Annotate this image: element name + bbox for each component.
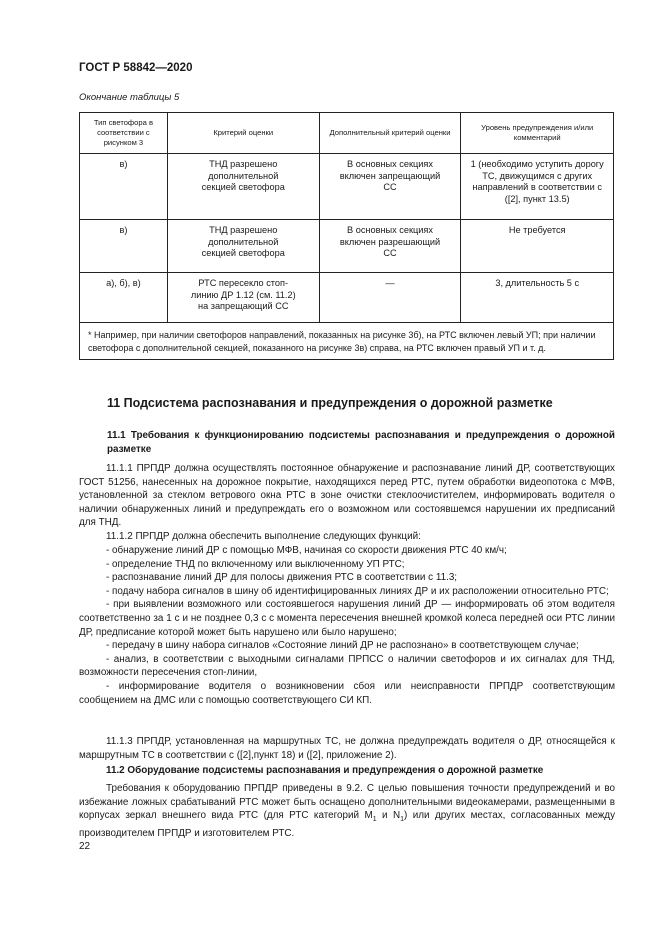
subsection-11-2-title: 11.2 Оборудование подсистемы распознавания и предупреждения о дорожной разметке (106, 765, 544, 776)
table-caption: Окончание таблицы 5 (79, 92, 180, 103)
subscript: 1 (372, 816, 377, 824)
functions-list (79, 544, 615, 707)
list-item: - информирование водителя о возникновении сбоя или неисправности ПРПДР соответствующим сообщением на ДМС или с помощью соответствующего СИ КП. (79, 680, 615, 706)
table-note-row (80, 323, 614, 360)
list-item: - при выявлении возможного или состоявшегося нарушения линий ДР — информировать об этом водителя соответственно за 1 с и не позднее 0,3 с с момента пересечения внешней кромкой колеса передней оси РТС линии ДР, предписание которой может быть нарушено или было нарушено; (79, 599, 615, 638)
table-cell: в) (80, 220, 168, 273)
table-cell: ТНД разрешено дополнительной секцией светофора (167, 154, 319, 220)
subscript: 1 (400, 816, 405, 824)
table-header-row (80, 113, 614, 154)
subsection-11-1-title: 11.1 Требования к функционированию подсистемы распознавания и предупреждения о дорожной разметке (107, 430, 615, 455)
paragraph-11-2 (79, 782, 615, 840)
paragraph-11-1-1: 11.1.1 ПРПДР должна осуществлять постоянное обнаружение и распознавание линий ДР, соответствующих ГОСТ 51256, нанесенных на дорожное покрытие, находящихся перед РТС, путем обработки видеопотока с МФВ, установленной за стеклом ветрового окна РТС в зоне очистки стеклоочистителем, информировать водителя о наличии обнаруженных линий и предупреждать его о возможном или состоявшемся нарушении их предписаний для ТНД. (79, 463, 615, 529)
list-item: - анализ, в соответствии с выходными сигналами ПРПСС о наличии светофоров и их сигналах для ТНД, возможности пересечения стоп-линии, (79, 653, 615, 679)
table-row (80, 273, 614, 323)
document-header: ГОСТ Р 58842—2020 (79, 62, 193, 74)
table-cell: а), б), в) (80, 273, 168, 323)
table-cell: РТС пересекло стоп-линию ДР 1.12 (см. 11.2) на запрещающий СС (167, 273, 319, 323)
table-row (80, 220, 614, 273)
table-cell: в) (80, 154, 168, 220)
header-cell: Тип светофора в соответствии с рисунком 3 (80, 113, 168, 154)
header-cell: Дополнительный критерий оценки (319, 113, 461, 154)
table-cell: ТНД разрешено дополнительной секцией светофора (167, 220, 319, 273)
table-note: * Например, при наличии светофоров направлений, показанных на рисунке 3б), на РТС включен левый УП; при наличии светофора с дополнительной секцией, показанного на рисунке 3в) справа, на РТС включен правый УП и т. д. (80, 323, 614, 360)
section-11-title: 11 Подсистема распознавания и предупреждения о дорожной разметке (107, 396, 553, 410)
list-item: - определение ТНД по включенному или выключенному УП РТС; (106, 558, 405, 570)
paragraph-11-1-3: 11.1.3 ПРПДР, установленная на маршрутных ТС, не должна предупреждать водителя о ДР, относящейся к маршрутным ТС в соответствии с ([2],пункт 18) и ([2], приложение 2). (79, 736, 615, 761)
table-row (80, 154, 614, 220)
paragraph-text: ) или других местах, согласованных между производителем ПРПДР и изготовителем РТС. (79, 810, 616, 839)
list-item: - передачу в шину набора сигналов «Состояние линий ДР не распознано» в соответствующем случае; (106, 640, 579, 652)
paragraph-11-1-2: 11.1.2 ПРПДР должна обеспечить выполнение следующих функций: (106, 531, 421, 542)
table-cell: В основных секциях включен запрещающий СС (319, 154, 461, 220)
table-cell: 1 (необходимо уступить дорогу ТС, движущимся с других направлений в соответствии с ([2], пункт 13.5) (461, 154, 614, 220)
list-item: - обнаружение линий ДР с помощью МФВ, начиная со скорости движения РТС 40 км/ч; (106, 545, 507, 556)
table-5 (79, 112, 614, 360)
table-cell: — (319, 273, 461, 323)
header-cell: Критерий оценки (167, 113, 319, 154)
list-item: - подачу набора сигналов в шину об идентифицированных линиях ДР и их расположении относительно РТС; (106, 585, 609, 597)
table-cell: Не требуется (461, 220, 614, 273)
list-item: - распознавание линий ДР для полосы движения РТС в соответствии с 11.3; (106, 572, 458, 584)
paragraph-text: Требования к оборудованию ПРПДР приведены в 9.2. С целью повышения точности предупреждений и во избежание ложных срабатываний РТС может быть оснащено дополнительными видеокамерами, размещенными в корпусах зеркал внешнего вида РТС (для РТС категорий M (79, 783, 615, 822)
table-cell: 3, длительность 5 с (461, 273, 614, 323)
header-cell: Уровень предупреждения и/или комментарий (461, 113, 614, 154)
page-number: 22 (79, 841, 91, 852)
table-cell: В основных секциях включен разрешающий СС (319, 220, 461, 273)
paragraph-text: и N (376, 810, 401, 822)
